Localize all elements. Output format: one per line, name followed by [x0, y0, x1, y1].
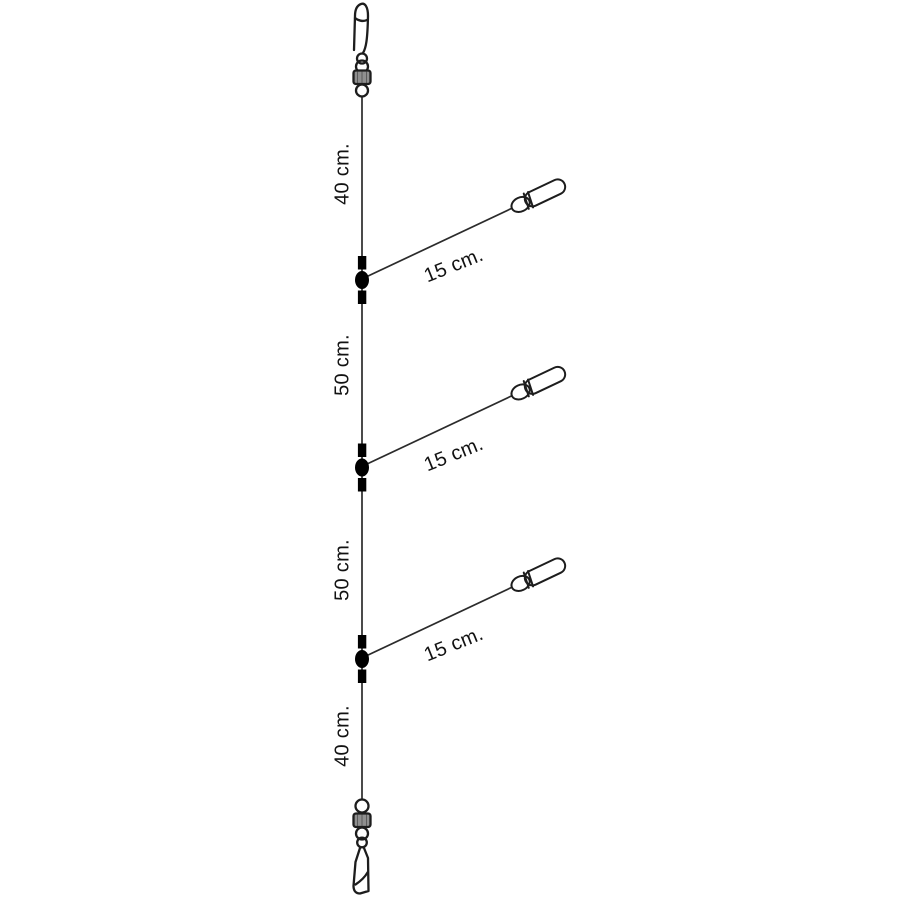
- bottom-swivel-upper-eye: [356, 800, 369, 813]
- crimp-stop-lower-2: [358, 478, 366, 492]
- dropper-length-label-2: 15 cm.: [421, 432, 487, 477]
- segment-length-label-upper-middle: 50 cm.: [331, 334, 354, 396]
- segment-length-label-bottom: 40 cm.: [331, 705, 354, 767]
- crimp-stop-upper-2: [358, 444, 366, 458]
- bottom-snap-hook: [354, 848, 369, 894]
- dropper-assembly-2: [355, 444, 369, 492]
- bottom-snap-latch: [356, 873, 368, 885]
- dropper-length-label-1: 15 cm.: [421, 243, 487, 288]
- top-snap-hook: [354, 4, 368, 53]
- duo-lock-clip-1: [508, 176, 567, 216]
- dropper-assembly-1: [355, 256, 369, 304]
- dropper-length-label-3: 15 cm.: [421, 622, 487, 667]
- crimp-stop-lower-1: [358, 291, 366, 305]
- bottom-terminal-assembly: [354, 800, 371, 894]
- top-snap-latch: [355, 18, 367, 21]
- crimp-stop-upper-3: [358, 635, 366, 649]
- dropper-assembly-3: [355, 635, 369, 683]
- segment-length-label-lower-middle: 50 cm.: [331, 539, 354, 601]
- dropper-bead-swivel-3: [355, 650, 369, 668]
- crimp-stop-lower-3: [358, 670, 366, 684]
- top-swivel-lower-eye: [356, 85, 368, 97]
- segment-length-label-top: 40 cm.: [331, 143, 354, 205]
- dropper-bead-swivel-2: [355, 459, 369, 477]
- crimp-stop-upper-1: [358, 256, 366, 270]
- duo-lock-clip-2: [508, 364, 567, 404]
- duo-lock-clip-3: [508, 555, 567, 595]
- top-terminal-assembly: [354, 4, 371, 97]
- dropper-bead-swivel-1: [355, 271, 369, 289]
